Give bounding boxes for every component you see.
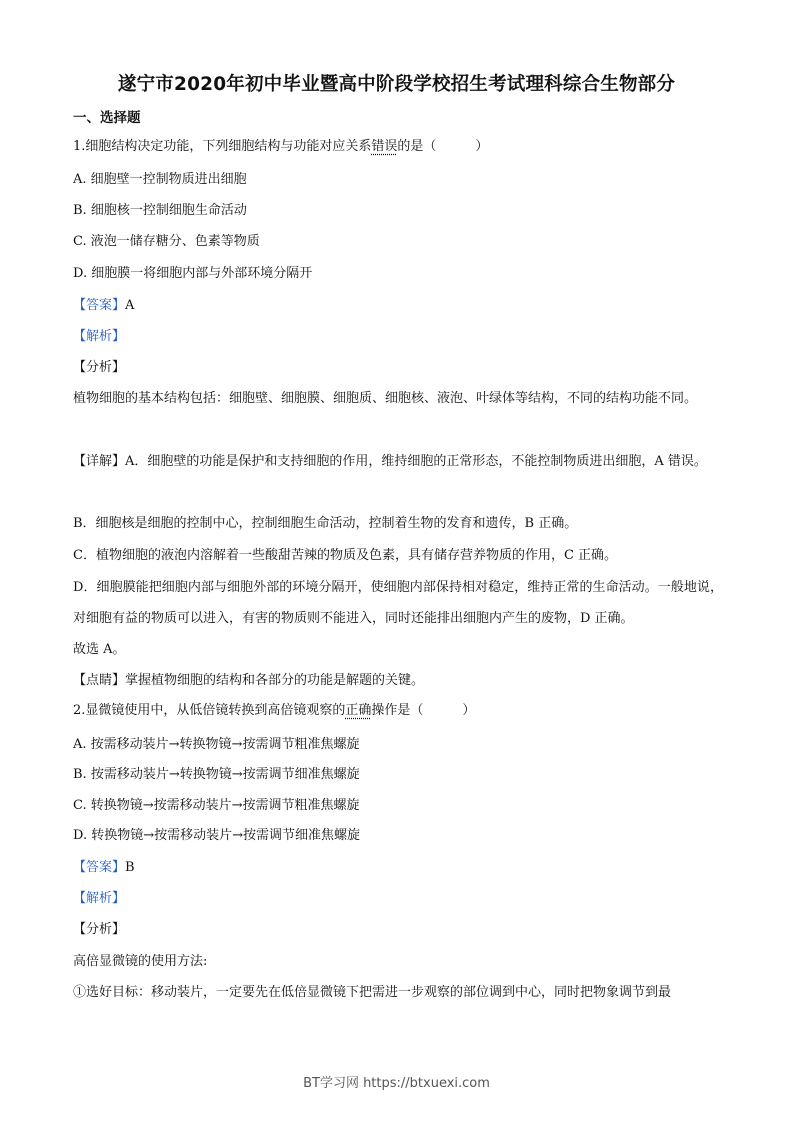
jiexi-tag: 【解析】 [73, 329, 126, 344]
answer-line [73, 859, 135, 877]
xiangjie-a [73, 446, 723, 477]
xiangjie-a-text: A．细胞壁的功能是保护和支持细胞的作用，维持细胞的正常形态，不能控制物质进出细胞，A 错误。 [125, 454, 707, 469]
option-d: D. 转换物镜→按需移动装片→按需调节细准焦螺旋 [73, 828, 361, 843]
page-title: 遂宁市2020年初中毕业暨高中阶段学校招生考试理科综合生物部分 [117, 74, 676, 95]
section-heading: 一、选择题 [73, 110, 141, 126]
stem-text-end: 操作是（ ） [371, 703, 476, 718]
xiangjie-c: C．植物细胞的液泡内溶解着一些酸甜苦辣的物质及色素，具有储存营养物质的作用，C 正确。 [73, 548, 618, 563]
answer-value: A [125, 298, 135, 313]
answer-tag: 【答案】 [73, 860, 126, 875]
xiangjie-d: D．细胞膜能把细胞内部与细胞外部的环境分隔开，使细胞内部保持相对稳定，维持正常的生命活动。一般地说，对细胞有益的物质可以进入，有害的物质则不能进入，同时还能排出细胞内产生的废物，D 正确。 [73, 580, 723, 626]
option-a: A. 按需移动装片→转换物镜→按需调节粗准焦螺旋 [73, 737, 360, 752]
stem-text-end: 的是（ ） [397, 139, 489, 154]
dianjing-tag: 【点睛】 [73, 673, 126, 688]
answer-value: B [125, 860, 135, 875]
question-1-stem [73, 138, 488, 156]
option-a: A. 细胞壁一控制物质进出细胞 [73, 172, 247, 187]
answer-tag: 【答案】 [73, 298, 126, 313]
stem-emphasis: 正确 [345, 703, 372, 718]
jiexi-tag: 【解析】 [73, 891, 126, 906]
stem-text: 2.显微镜使用中，从低倍镜转换到高倍镜观察的 [73, 703, 346, 718]
option-c: C. 液泡一储存糖分、色素等物质 [73, 234, 260, 249]
option-d: D. 细胞膜一将细胞内部与外部环境分隔开 [73, 266, 313, 281]
footer-watermark: BT学习网 https://btxuexi.com [303, 1076, 490, 1091]
question-2-stem [73, 702, 475, 720]
fenxi-text: 高倍显微镜的使用方法: [73, 954, 208, 969]
fenxi-tag: 【分析】 [73, 922, 126, 937]
xiangjie-b: B．细胞核是细胞的控制中心，控制细胞生命活动，控制着生物的发育和遗传，B 正确。 [73, 516, 578, 531]
option-c: C. 转换物镜→按需移动装片→按需调节粗准焦螺旋 [73, 798, 360, 813]
option-b: B. 按需移动装片→转换物镜→按需调节细准焦螺旋 [73, 767, 360, 782]
dianjing-line [73, 672, 424, 690]
option-b: B. 细胞核一控制细胞生命活动 [73, 203, 247, 218]
fenxi-text: 植物细胞的基本结构包括：细胞壁、细胞膜、细胞质、细胞核、液泡、叶绿体等结构，不同的结构功能不同。 [73, 391, 698, 406]
conclusion: 故选 A。 [73, 642, 126, 657]
xiangjie-tag: 【详解】 [73, 454, 126, 469]
fenxi-tag: 【分析】 [73, 360, 126, 375]
method-step-1: ①选好目标：移动装片，一定要先在低倍显微镜下把需进一步观察的部位调到中心，同时把物象调节到最 [73, 985, 672, 1000]
answer-line [73, 297, 134, 315]
dianjing-text: 掌握植物细胞的结构和各部分的功能是解题的关键。 [125, 673, 425, 688]
stem-emphasis: 错误 [371, 139, 398, 154]
stem-text: 1.细胞结构决定功能，下列细胞结构与功能对应关系 [73, 139, 372, 154]
